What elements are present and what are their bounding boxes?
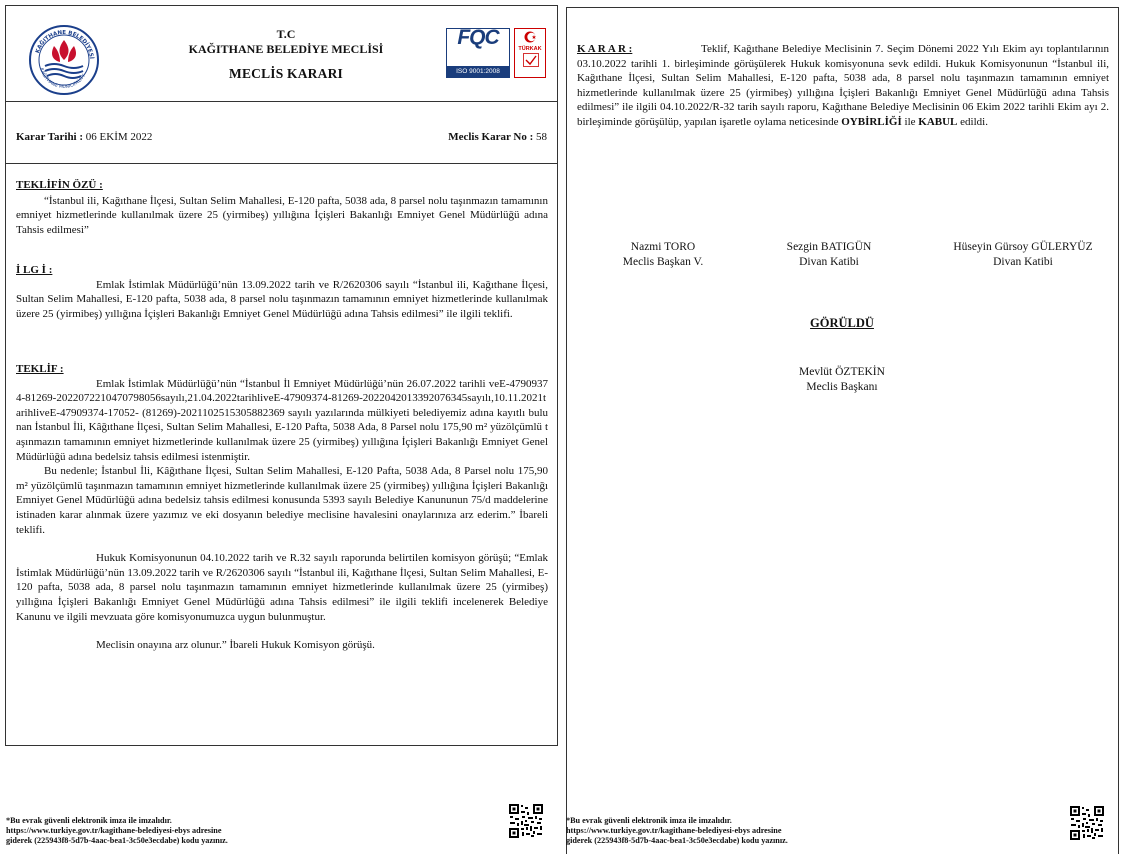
- kagithane-logo-icon: [28, 24, 100, 96]
- karar-tarihi-label: Karar Tarihi :: [16, 131, 84, 143]
- page-2: [566, 0, 1124, 854]
- footer-2-line-3: giderek (225943f8-5d7b-4aac-bea1-3c50e3ecdabe) kodu yazınız.: [566, 836, 788, 845]
- goruldu-signature: [767, 365, 917, 394]
- signature-1-title: Meclis Başkan V.: [622, 255, 704, 268]
- signature-2-name: Sezgin BATIGÜN: [786, 241, 872, 253]
- qr-code-icon[interactable]: [508, 803, 544, 839]
- turkak-logo: [514, 28, 546, 78]
- svg-text:KAĞITHANE MUNICIPALITY: KAĞITHANE MUNICIPALITY: [38, 67, 87, 91]
- karar-no: [448, 130, 547, 145]
- goruldu-name: Mevlüt ÖZTEKİN: [799, 366, 885, 378]
- karar-tarihi: [16, 130, 152, 145]
- karar-body-text: Teklif, Kağıthane Belediye Meclisinin 7. Seçim Dönemi 2022 Yılı Ekim ayı toplantılarının 03.10.2022 tarihli 1. birleşiminde görüşülerek Hukuk komisyonuna sevk edildi. Hukuk Komisyonunun “İstanbul ili, Kağıthane İlçesi, Sultan Selim Mahallesi, E-120 pafta, 5038 ada, 8 parsel nolu taşınmazın tamamının emniyet hizmetlerinde kullanılmak üzere 25 (yirmibeş) yıllığına İçişleri Bakanlığı Emniyet Genel Müdürlüğü adına Tahsis edilmesi” ile ilgili 04.10.2022/R-32 tarih sayılı raporu, Kağıthane Belediye Meclisinin 06 Ekim 2022 tarihli Ekim ayı 2. birleşiminde görüşülüp, yapılan işaretle oylama neticesinde: [577, 43, 1109, 128]
- teklifin-ozu-section: [16, 178, 548, 237]
- ile-text: ile: [904, 115, 916, 128]
- oybirligi-text: OYBİRLİĞİ: [841, 115, 902, 128]
- teklif-title: TEKLİF :: [16, 363, 64, 375]
- ilgi-title: İ LG İ :: [16, 264, 53, 276]
- footer-line-3: giderek (225943f8-5d7b-4aac-bea1-3c50e3ecdabe) kodu yazınız.: [6, 836, 228, 845]
- kabul-text: KABUL: [918, 115, 958, 128]
- goruldu-role: Meclis Başkanı: [806, 380, 878, 393]
- checkmark-icon: [523, 53, 539, 67]
- page-2-frame: [566, 7, 1119, 854]
- signature-1-name: Nazmi TORO: [630, 241, 696, 253]
- signature-2: [767, 240, 891, 269]
- e-signature-footer: [6, 816, 228, 846]
- fqc-label: FQC: [457, 26, 499, 49]
- document-header: [6, 6, 557, 102]
- council-name: KAĞITHANE BELEDİYE MECLİSİ: [188, 42, 384, 56]
- ilgi-body: Emlak İstimlak Müdürlüğü’nün 13.09.2022 tarih ve R/2620306 sayılı “İstanbul ili, Kağıthane İlçesi, Sultan Selim Mahallesi, E-120 pafta, 5038 ada, 8 parsel nolu taşınmazın tamamının emniyet hizmetlerinde kullanılmak üzere 25 (yirmibeş) yıllığına İçişleri Bakanlığı Emniyet Genel Müdürlüğü adına Tahsis edilmesi” ile ilgili teklifi.: [16, 278, 548, 320]
- page-1-frame: [5, 5, 558, 746]
- signature-2-title: Divan Katibi: [799, 255, 859, 268]
- teklif-paragraph-3: Hukuk Komisyonunun 04.10.2022 tarih ve R.32 sayılı raporunda belirtilen komisyon görüşü; “Emlak İstimlak Müdürlüğü’nün 13.09.2022 tarih ve R/2620306 sayılı “İstanbul ili, Kağıthane İlçesi, Sultan Selim Mahallesi, E-120 pafta, 5038 ada, 8 parsel nolu taşınmazın tamamının emniyet hizmetlerinde kullanılmak üzere 25 (yirmibeş) yıllığına İçişleri Bakanlığı Emniyet Genel Müdürlüğü adına Tahsis edilmesi” ile ilgili teklifi incelenerek Belediye Kanunu ve ilgili mevzuata göre komisyonumuzca uygun bulunmuştur.: [16, 552, 548, 623]
- iso-label: ISO 9001:2008: [447, 66, 509, 77]
- karar-no-value: 58: [536, 131, 547, 143]
- teklif-paragraph-4: Meclisin onayına arz olunur.” İbareli Hukuk Komisyon görüşü.: [96, 639, 375, 652]
- page-1: [0, 0, 560, 854]
- ilgi-section: [16, 263, 548, 321]
- goruldu-title: GÖRÜLDÜ: [810, 316, 874, 330]
- signature-3: [937, 240, 1109, 269]
- document-type-title: MECLİS KARARI: [229, 66, 343, 81]
- teklif-section: [16, 362, 548, 653]
- karar-no-label: Meclis Karar No :: [448, 131, 534, 143]
- footer-2-line-1: *Bu evrak güvenli elektronik imza ile imzalıdır.: [566, 816, 732, 825]
- karar-tarihi-value: 06 EKİM 2022: [85, 131, 153, 143]
- karar-body: [577, 42, 1109, 130]
- fqc-certificate-logo: [446, 28, 510, 78]
- teklif-paragraph-1: Emlak İstimlak Müdürlüğü’nün “İstanbul İl Emniyet Müdürlüğü’nün 26.07.2022 tarihli veE-47909374-81269-2022072210470798056sayılı,21.04.2022tarihliveE-47909374-81269-2022042013392076345sayılı,10.11.2021tarihliveE-47909374-17052- (81269)-20211025153058823​69 sayılı yazılarında mülkiyeti belediyemiz adına kayıtlı bulunan İstanbul İli, Kâğıthane İlçesi, Sultan Selim Mahallesi, E-120 Pafta, 5038 Ada, 8 Parsel nolu 175,90 m² yüzölçümlü taşınmazın tamamının emniyet hizmetlerinde kullanılmak üzere 25 (yirmibeş) yıllığına İçişleri Bakanlığı Emniyet Genel Müdürlüğü adına bedelsiz tahsis edilmesi istenmiştir.: [16, 377, 548, 463]
- footer-link[interactable]: https://www.turkiye.gov.tr/kagithane-belediyesi-ebys adresine: [6, 826, 222, 835]
- turkak-label: TÜRKAK: [518, 46, 542, 52]
- signature-3-name: Hüseyin Gürsoy GÜLERYÜZ: [953, 241, 1093, 253]
- signature-1: [595, 240, 731, 269]
- karar-title: K A R A R :: [577, 43, 633, 55]
- footer-line-1: *Bu evrak güvenli elektronik imza ile imzalıdır.: [6, 816, 172, 825]
- edildi-text: edildi.: [960, 115, 988, 128]
- karar-section: [577, 42, 1109, 130]
- decision-meta-row: [6, 102, 557, 164]
- e-signature-footer-2: [566, 816, 788, 846]
- header-tc: T.C: [276, 27, 296, 41]
- teklif-paragraph-2: Bu nedenle; İstanbul İli, Kâğıthane İlçesi, Sultan Selim Mahallesi, E-120 Pafta, 5038 Ada, 8 Parsel nolu 175,90 m² yüzölçümlü taşınmazın tamamının emniyet hizmetlerinde kullanılmak üzere 25 (yirmibeş) yıllığına İçişleri Bakanlığı Emniyet Genel Müdürlüğü adına bedelsiz tahsis edilmesi konusunda 5393 sayılı Belediye Kanununun 75/d maddelerine istinaden karar alınmak üzere yazımız ve eki dosyanın belediye meclisine havalesini onaylarınıza arz ederim.” İbareli teklifi.: [16, 465, 548, 536]
- svg-text:KAĞITHANE BELEDİYESİ: KAĞITHANE BELEDİYESİ: [34, 29, 94, 60]
- footer-2-link[interactable]: https://www.turkiye.gov.tr/kagithane-belediyesi-ebys adresine: [566, 826, 782, 835]
- teklifin-ozu-title: TEKLİFİN ÖZÜ :: [16, 179, 103, 191]
- teklifin-ozu-body: “İstanbul ili, Kağıthane İlçesi, Sultan Selim Mahallesi, E-120 pafta, 5038 ada, 8 parsel nolu taşınmazın tamamının emniyet hizmetlerinde kullanılmak üzere 25 (yirmibeş) yıllığına İçişleri Bakanlığı Emniyet Genel Müdürlüğü adına Tahsis edilmesi”: [16, 194, 548, 236]
- qr-code-icon[interactable]: [1069, 805, 1105, 841]
- signature-3-title: Divan Katibi: [993, 255, 1053, 268]
